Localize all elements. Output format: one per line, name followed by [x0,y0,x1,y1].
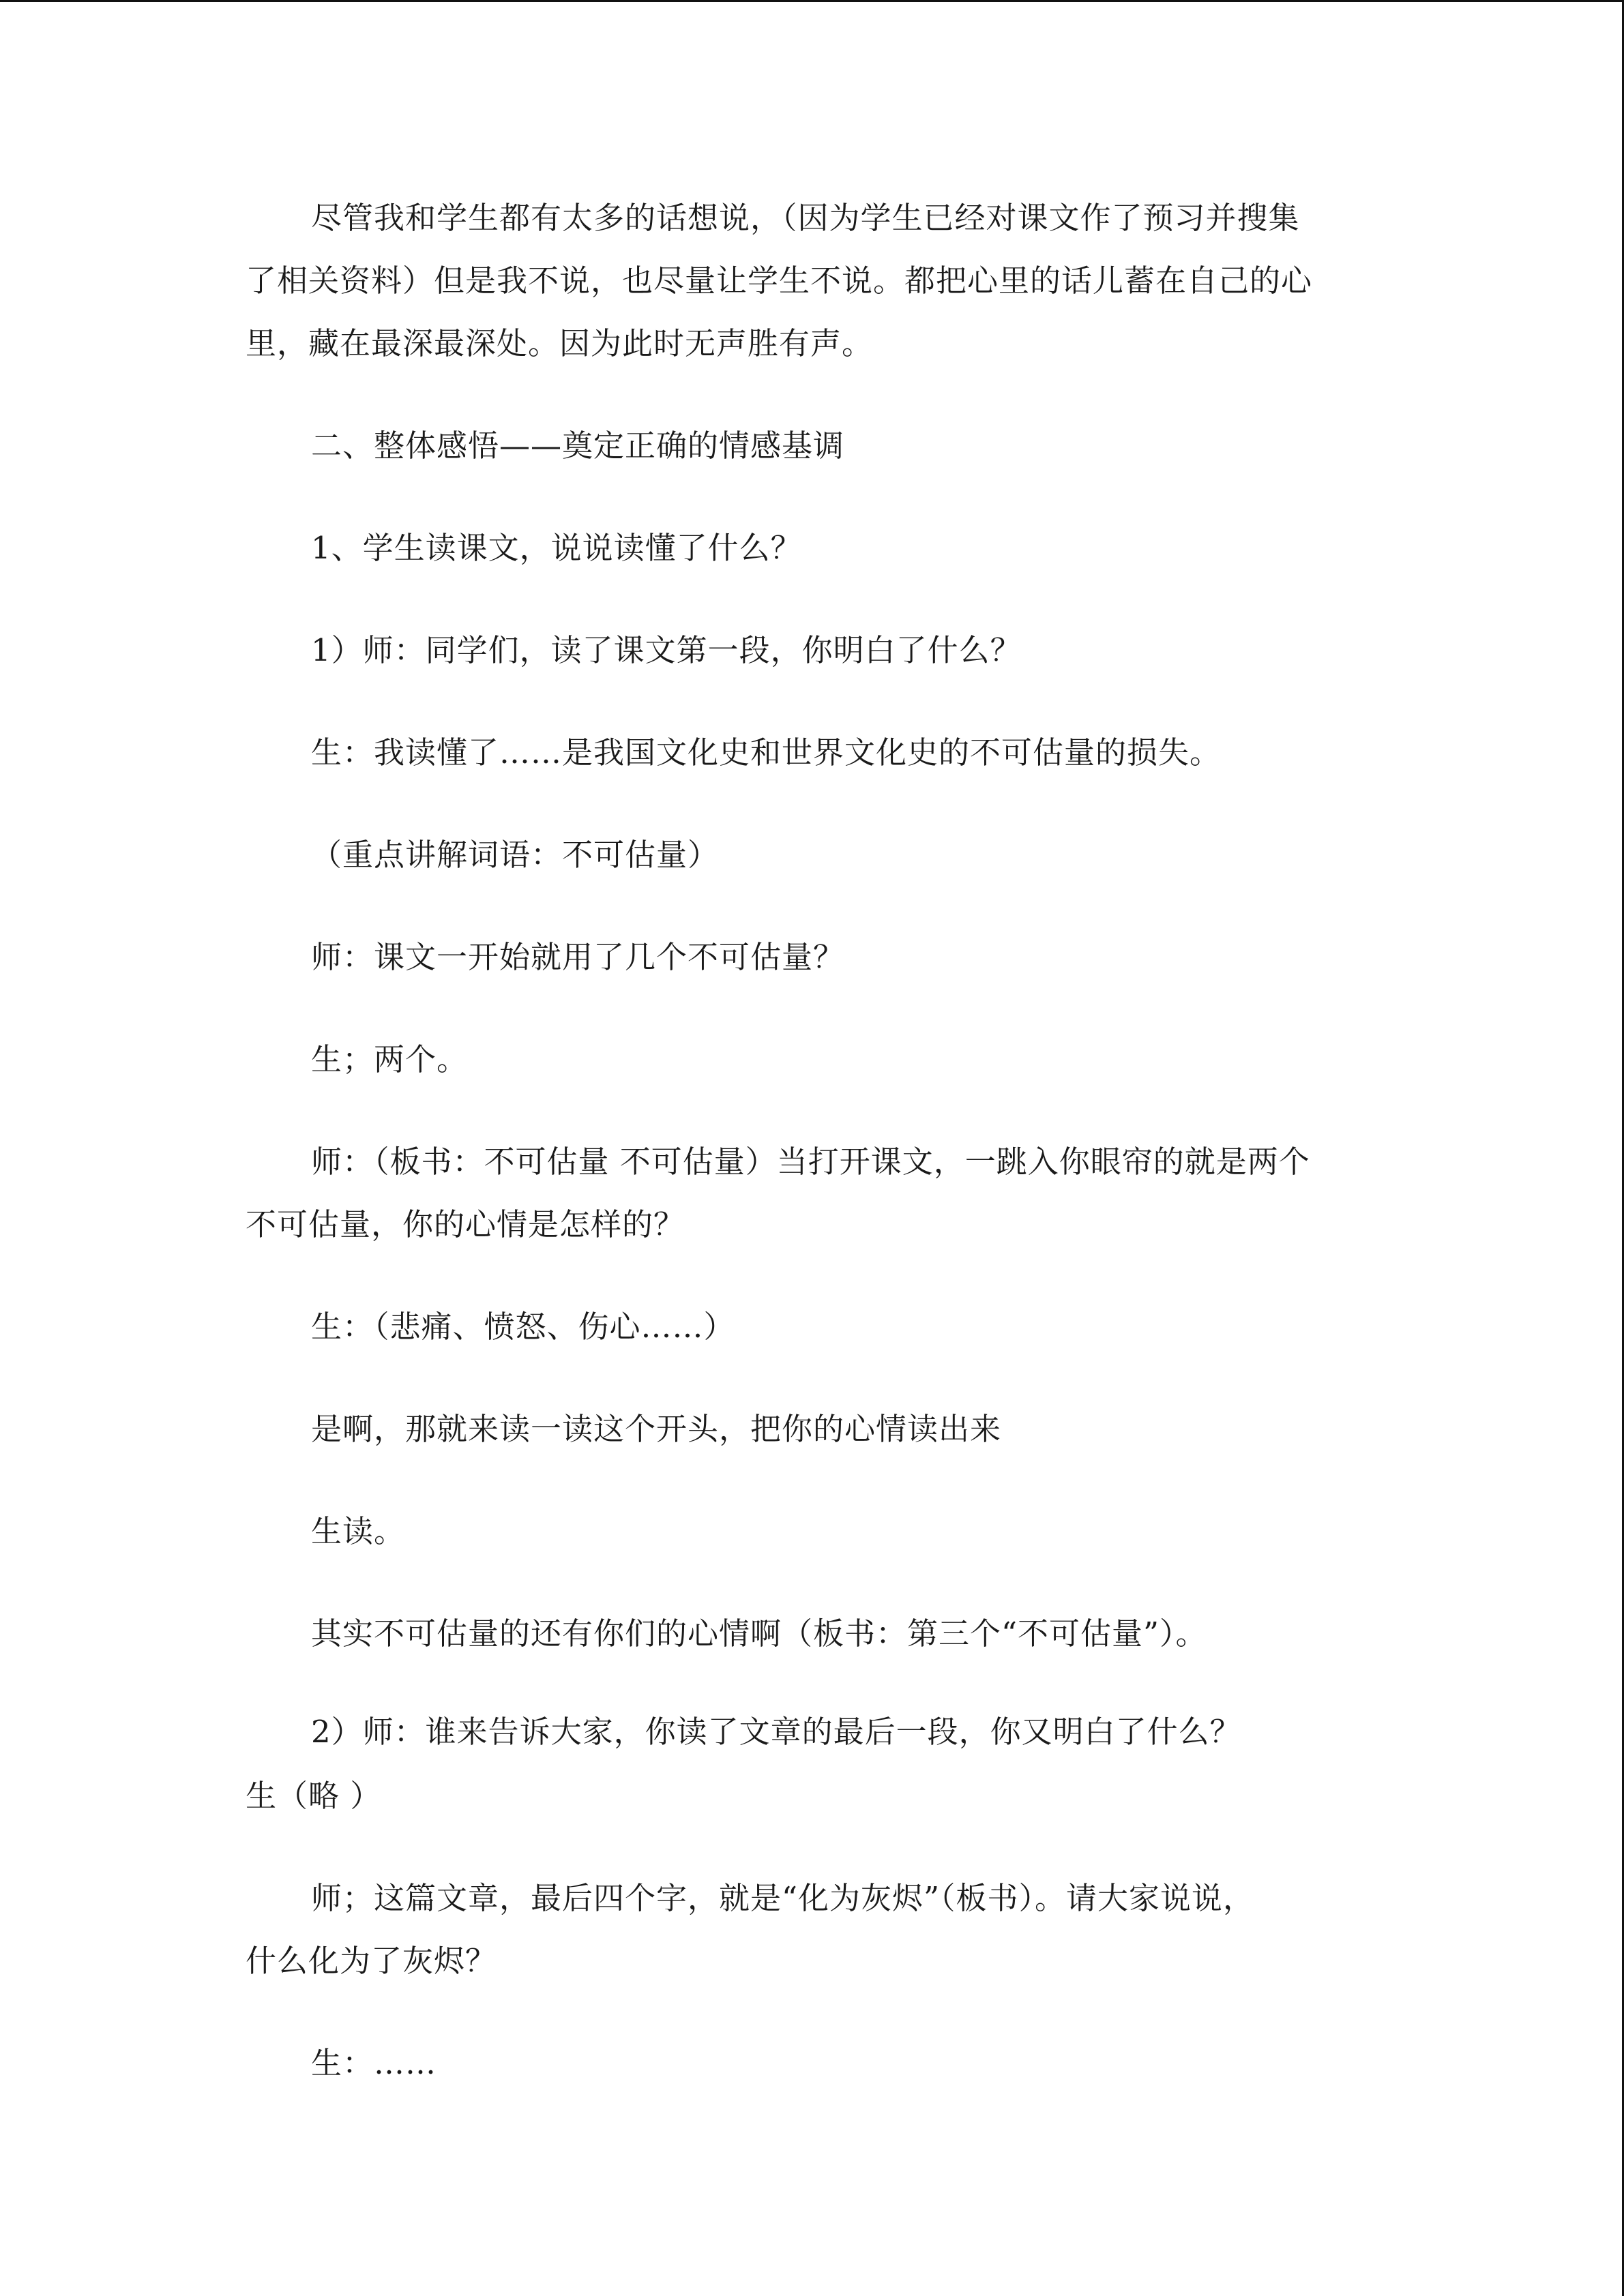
paragraph-line: 生读。 [311,1513,406,1549]
paragraph-line: 1、学生读课文，说说读懂了什么？ [311,530,802,566]
paragraph-line: 了相关资料）但是我不说，也尽量让学生不说。都把心里的话儿蓄在自己的心 [246,263,1313,299]
paragraph-line: 不可估量，你的心情是怎样的？ [246,1206,685,1242]
paragraph-line: 其实不可估量的还有你们的心情啊（板书：第三个“不可估量”）。 [311,1615,1207,1652]
paragraph-line: （重点讲解词语：不可估量） [311,837,720,873]
paragraph-line: 里，藏在最深最深处。因为此时无声胜有声。 [246,325,874,361]
paragraph-line: 生：…… [311,2045,437,2081]
paragraph-line: 生；两个。 [311,1041,469,1077]
paragraph-line: 生：（悲痛、愤怒、伤心……） [311,1309,735,1345]
paragraph-line: 什么化为了灰烬？ [246,1943,497,1979]
paragraph-line: 生（略 ） [246,1778,382,1814]
paragraph-line: 尽管我和学生都有太多的话想说，（因为学生已经对课文作了预习并搜集 [311,200,1300,236]
paragraph-line: 生：我读懂了……是我国文化史和世界文化史的不可估量的损失。 [311,734,1222,771]
paragraph-line: 师：课文一开始就用了几个不可估量？ [311,939,845,975]
paragraph-line: 师：（板书：不可估量 不可估量）当打开课文，一跳入你眼帘的就是两个 [311,1144,1310,1180]
section-heading: 二、整体感悟——奠定正确的情感基调 [311,428,845,464]
page-top-border [0,0,1624,2]
paragraph-line: 2）师：谁来告诉大家，你读了文章的最后一段，你又明白了什么？ [311,1714,1241,1750]
paragraph-line: 师；这篇文章，最后四个字，就是“化为灰烬”（板书）。请大家说说， [311,1880,1255,1916]
paragraph-line: 是啊，那就来读一读这个开头，把你的心情读出来 [311,1411,1002,1447]
paragraph-line: 1）师：同学们，读了课文第一段，你明白了什么？ [311,632,1022,668]
